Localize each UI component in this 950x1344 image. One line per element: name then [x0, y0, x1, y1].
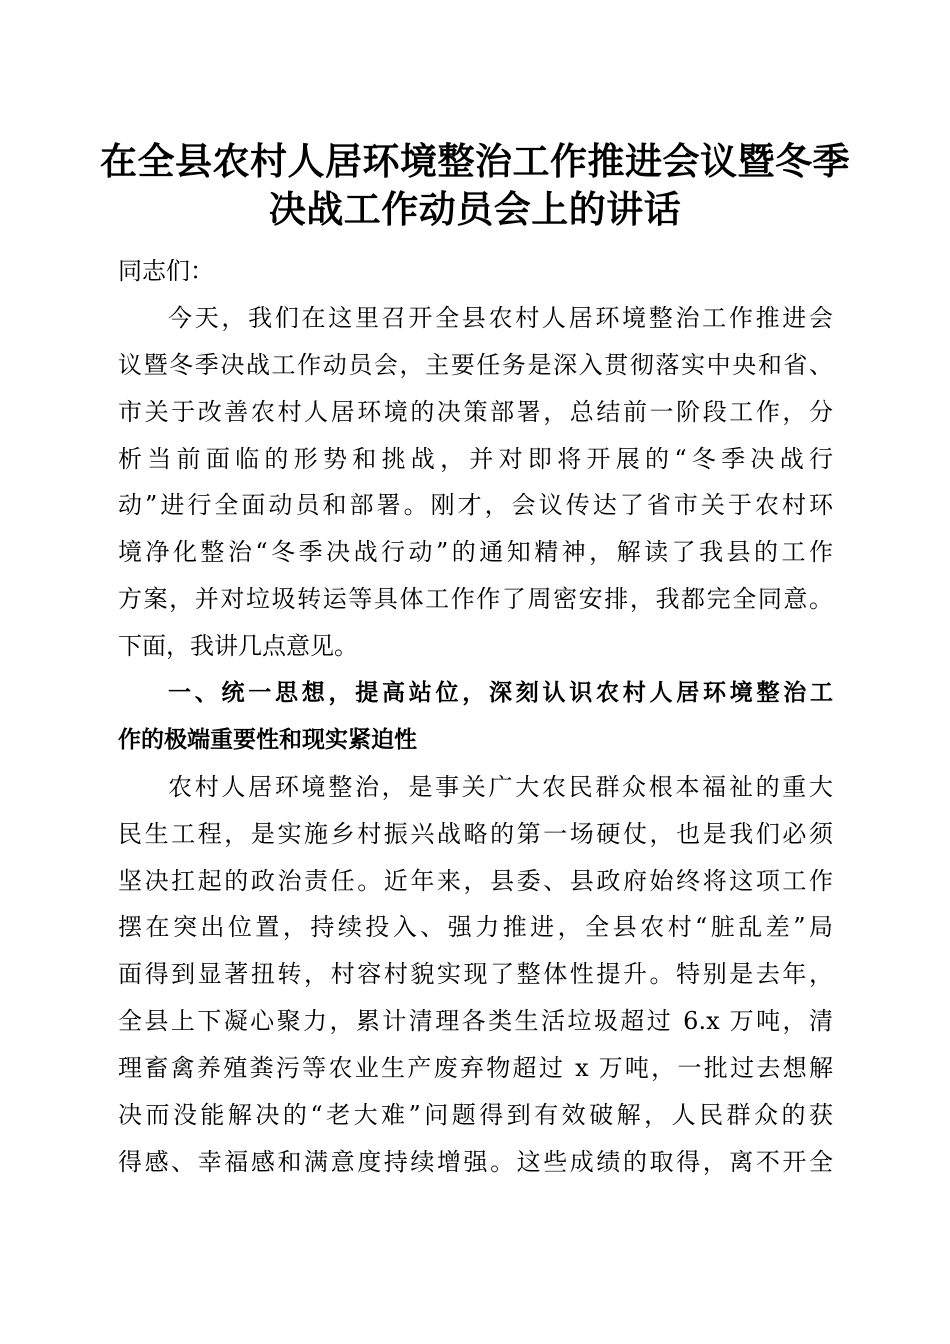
- paragraph-1-line-7: 方案，并对垃圾转运等具体工作作了周密安排，我都完全同意。: [118, 585, 833, 614]
- paragraph-1-line-4: 析当前面临的形势和挑战，并对即将开展的“冬季决战行: [118, 444, 833, 473]
- title-line-1: 在全县农村人居环境整治工作推进会议暨冬季: [100, 139, 850, 183]
- paragraph-2-line-3: 坚决扛起的政治责任。近年来，县委、县政府始终将这项工作: [118, 866, 833, 895]
- document-body: [118, 248, 833, 1186]
- paragraph-1-line-1: 今天，我们在这里召开全县农村人居环境整治工作推进会: [168, 303, 833, 332]
- paragraph-2-line-6: 全县上下凝心聚力，累计清理各类生活垃圾超过 6.x 万吨，清: [118, 1007, 833, 1036]
- paragraph-2-line-5: 面得到显著扭转，村容村貌实现了整体性提升。特别是去年，: [118, 960, 833, 989]
- paragraph-2-line-2: 民生工程，是实施乡村振兴战略的第一场硬仗，也是我们必须: [118, 819, 833, 848]
- paragraph-2-line-8: 决而没能解决的“老大难”问题得到有效破解，人民群众的获: [118, 1101, 833, 1130]
- salutation: 同志们：: [118, 257, 214, 285]
- title-line-2: 决战工作动员会上的讲话: [268, 187, 682, 231]
- paragraph-2-line-7: 理畜禽养殖粪污等农业生产废弃物超过 x 万吨，一批过去想解: [118, 1054, 833, 1083]
- paragraph-2-line-9: 得感、幸福感和满意度持续增强。这些成绩的取得，离不开全: [118, 1147, 833, 1176]
- paragraph-1-line-3: 市关于改善农村人居环境的决策部署，总结前一阶段工作，分: [118, 397, 833, 426]
- paragraph-1-line-5: 动”进行全面动员和部署。刚才，会议传达了省市关于农村环: [118, 491, 833, 520]
- paragraph-1-line-8: 下面，我讲几点意见。: [118, 632, 358, 661]
- paragraph-1-line-6: 境净化整治“冬季决战行动”的通知精神，解读了我县的工作: [118, 538, 833, 567]
- document-title: [100, 137, 850, 233]
- paragraph-2-line-4: 摆在突出位置，持续投入、强力推进，全县农村“脏乱差”局: [118, 913, 833, 942]
- section-heading-1-line-2: 作的极端重要性和现实紧迫性: [118, 726, 417, 753]
- section-heading-1-line-1: 一、统一思想，提高站位，深刻认识农村人居环境整治工: [168, 680, 833, 707]
- paragraph-2-line-1: 农村人居环境整治，是事关广大农民群众根本福祉的重大: [168, 772, 833, 801]
- paragraph-1-line-2: 议暨冬季决战工作动员会，主要任务是深入贯彻落实中央和省、: [118, 350, 833, 379]
